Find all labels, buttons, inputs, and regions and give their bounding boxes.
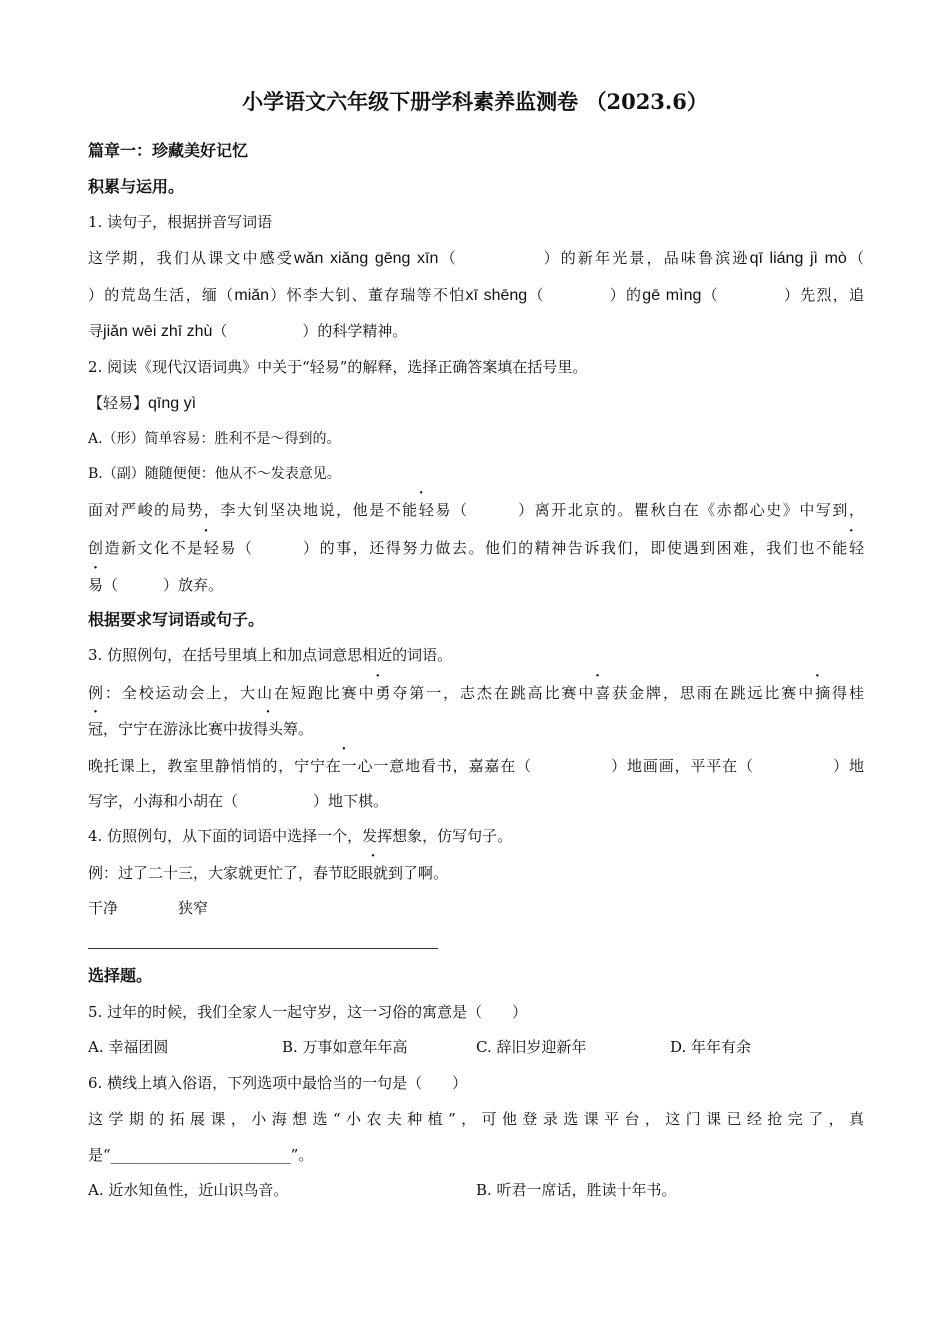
- dotted-word: 易: [88, 576, 104, 594]
- q4-example: [88, 863, 864, 883]
- pinyin: qī liáng jì mò: [749, 250, 847, 267]
- q6-option-b: B. 听君一席话，胜读十年书。: [476, 1181, 677, 1199]
- q2-paragraph-line-1: [88, 500, 864, 520]
- text: ）怀李大钊、董存瑞等不怕: [269, 286, 466, 304]
- text: 了啊。: [403, 864, 449, 882]
- pinyin: wǎn xiǎng gēng xīn: [294, 250, 439, 267]
- q3-stem: 3. 仿照例句，在括号里填上和加点词意思相近的词语。: [88, 646, 453, 664]
- section-heading-writing: 根据要求写词语或句子。: [88, 610, 265, 629]
- q1-stem: 1. 读句子，根据拼音写词语: [88, 213, 273, 231]
- text: ”。: [290, 1146, 314, 1164]
- text: （: [846, 249, 864, 267]
- q4-stem: 4. 仿照例句，从下面的词语中选择一个，发挥想象，仿写句子。: [88, 827, 513, 845]
- fill-blank: ________________________: [110, 1146, 291, 1164]
- q6-passage-line-1: 这学期的拓展课，小海想选“小农夫种植”，可他登录选课平台，这门课已经抢完了，真: [88, 1110, 864, 1128]
- text: 晚托课上，教室里静悄悄的，宁宁在: [88, 757, 342, 775]
- text: 寻: [88, 322, 104, 340]
- section-heading-choice: 选择题。: [88, 966, 153, 985]
- pinyin: miǎn: [234, 287, 270, 304]
- q6-stem: 6. 横线上填入俗语，下列选项中最恰当的一句是（ ）: [88, 1074, 468, 1092]
- q2-paragraph-line-3: [88, 575, 864, 595]
- q4-word-option-2: 狭窄: [178, 899, 209, 917]
- q3-sentence-line-1: [88, 756, 864, 776]
- q3-sentence-line-2: 写字，小海和小胡在（ ）地下棋。: [88, 792, 389, 810]
- entry-pinyin: qīng yì: [148, 395, 197, 412]
- q1-line-1: [88, 248, 864, 269]
- dotted-word: 拔得头筹: [238, 720, 299, 738]
- pinyin: gē mìng: [642, 287, 702, 304]
- text: 例：全校运动会上，大山在短跑比赛中: [88, 684, 376, 702]
- dotted-word: 摘得桂: [815, 684, 864, 702]
- section-heading-accumulation: 积累与运用。: [88, 177, 185, 196]
- text: （ ）离开北京的。瞿秋白在《赤都心史》中写到，: [451, 501, 864, 519]
- text: （ ）先烈，追: [701, 286, 864, 304]
- text: 这学期，我们从课文中感受: [88, 249, 295, 267]
- dotted-word: 轻易: [418, 501, 452, 519]
- text: 地看书，嘉嘉在（ ）地画画，平平在（ ）地: [405, 757, 864, 775]
- text: （ ）的: [527, 286, 643, 304]
- q2-stem: 2. 阅读《现代汉语词典》中关于“轻易”的解释，选择正确答案填在括号里。: [88, 358, 588, 376]
- dotted-word: 喜获金牌: [595, 684, 663, 702]
- text: 例：过了二十三，大家就更忙了，春节: [88, 864, 344, 882]
- text: 是“: [88, 1146, 111, 1164]
- pinyin: jiǎn wēi zhī zhù: [103, 323, 213, 340]
- dotted-word: 轻易: [203, 539, 237, 557]
- q4-word-option-1: 干净: [88, 899, 119, 917]
- chapter-heading: 篇章一：珍藏美好记忆: [88, 141, 249, 160]
- q5-option-d: D. 年年有余: [670, 1038, 752, 1056]
- q5-option-c: C. 辞旧岁迎新年: [476, 1038, 587, 1056]
- dotted-word: 眨眼就到: [343, 864, 404, 882]
- text: ）的荒岛生活，缅（: [88, 286, 235, 304]
- q3-example-line-2: [88, 719, 864, 739]
- pinyin: xī shēng: [465, 287, 528, 304]
- dotted-word: 一心一意: [341, 757, 406, 775]
- dotted-word: 轻: [848, 539, 864, 557]
- q5-option-a: A. 幸福团圆: [88, 1038, 169, 1056]
- q6-passage-line-2: [88, 1145, 864, 1165]
- answer-line: [88, 948, 438, 949]
- q5-option-b: B. 万事如意年年高: [282, 1038, 408, 1056]
- text: ，志杰在跳高比赛中: [443, 684, 596, 702]
- q2-definition-b: B.（副）随随便便：他从不～发表意见。: [88, 466, 341, 482]
- text: （ ）放弃。: [103, 576, 224, 594]
- text: 创造新文化不是: [88, 539, 204, 557]
- q1-line-2: [88, 285, 864, 306]
- q2-paragraph-line-2: [88, 538, 864, 558]
- text: （ ）的事，还得努力做去。他们的精神告诉我们，即使遇到困难，我们也不能: [236, 539, 849, 557]
- q3-example-line-1: [88, 683, 864, 703]
- q2-definition-a: A.（形）简单容易：胜利不是～得到的。: [88, 431, 341, 447]
- exam-title: 小学语文六年级下册学科素养监测卷 （2023.6）: [242, 89, 708, 114]
- text: （ ）的科学精神。: [212, 322, 408, 340]
- q2-dictionary-entry: [88, 393, 864, 414]
- text: ，宁宁在游泳比赛中: [103, 720, 239, 738]
- q5-stem: 5. 过年的时候，我们全家人一起守岁，这一习俗的寓意是（ ）: [88, 1003, 528, 1021]
- text: ，思雨在跳远比赛中: [662, 684, 816, 702]
- q1-line-3: [88, 321, 864, 342]
- dotted-word: 勇夺第一: [375, 684, 444, 702]
- text: 面对严峻的局势，李大钊坚决地说，他是不能: [88, 501, 419, 519]
- entry-word: 【轻易】: [88, 394, 149, 412]
- q6-option-a: A. 近水知鱼性，近山识鸟音。: [88, 1181, 289, 1199]
- text: （ ）的新年光景，品味鲁滨逊: [438, 249, 750, 267]
- dotted-word: 冠: [88, 720, 104, 738]
- text: 。: [298, 720, 314, 738]
